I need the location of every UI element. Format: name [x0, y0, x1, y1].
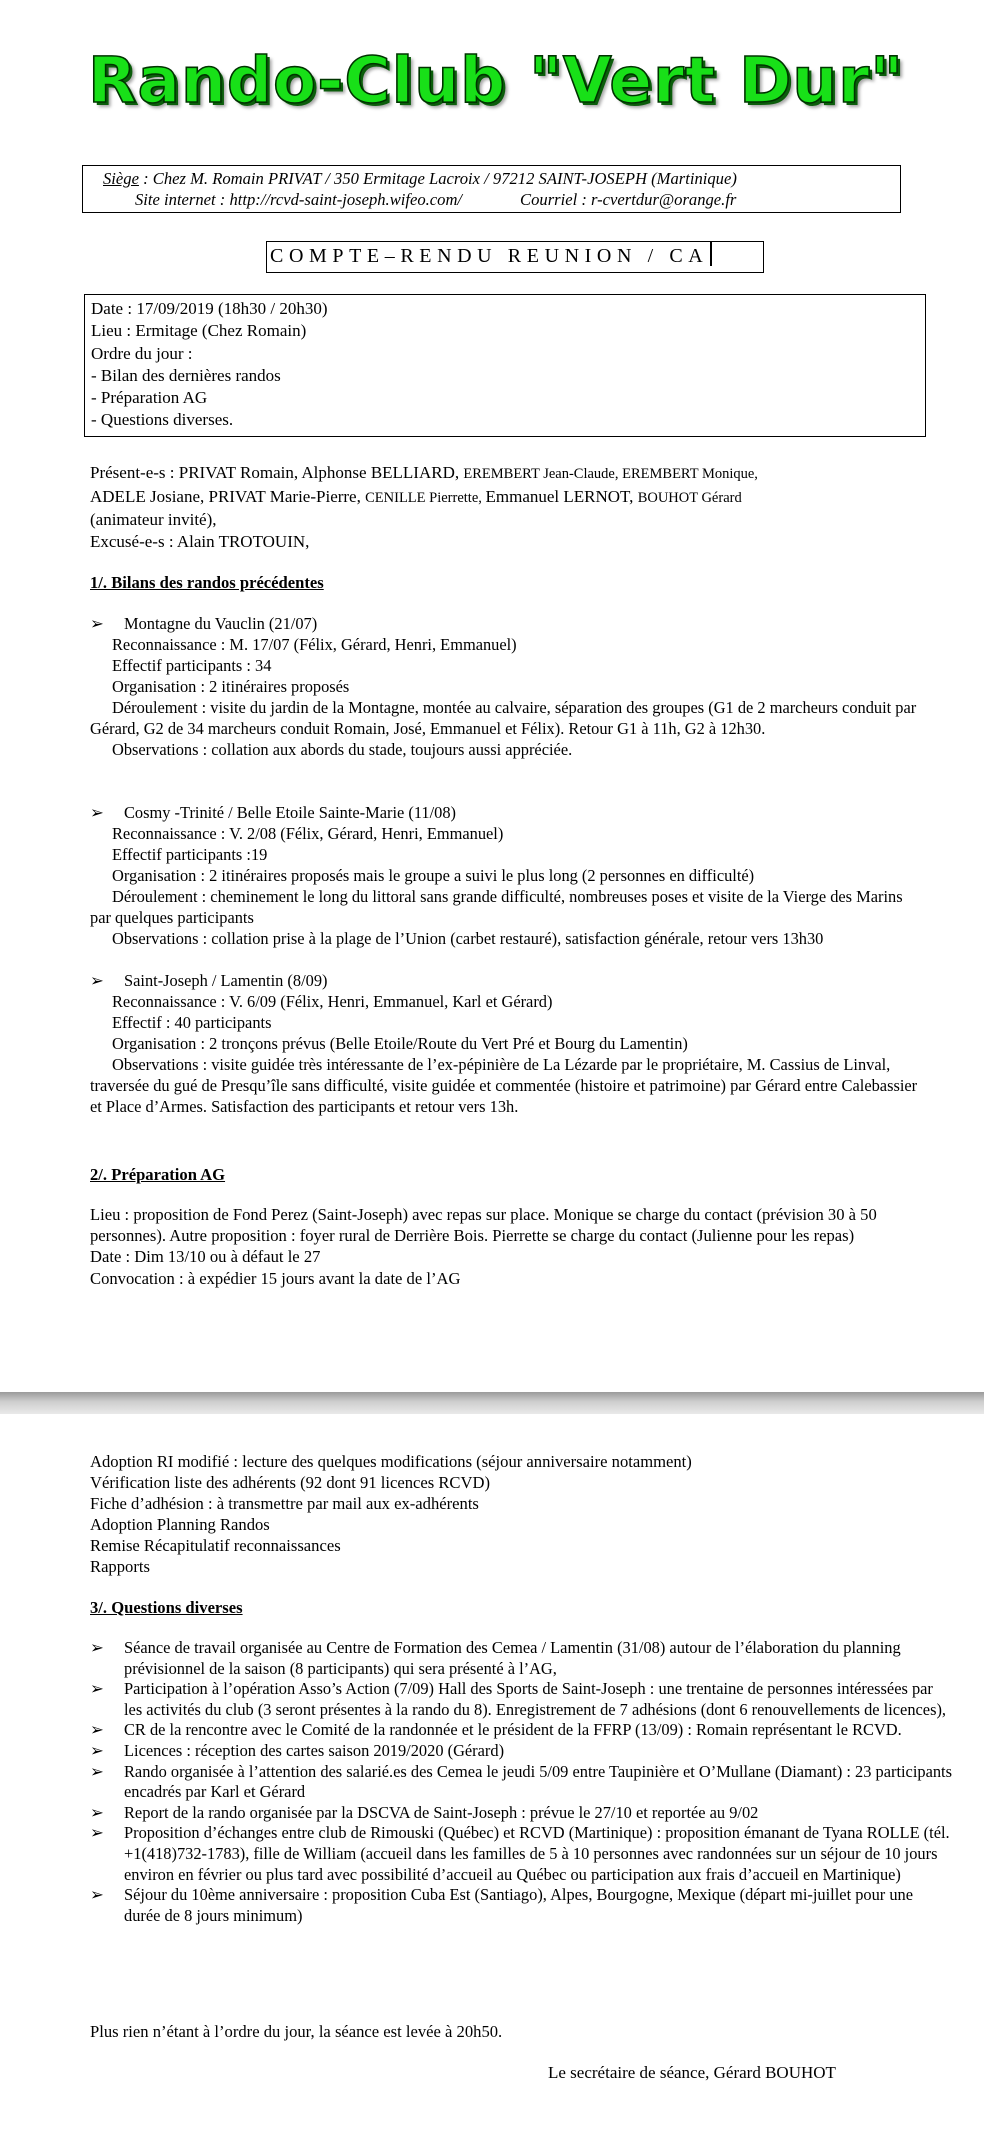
list-item: ➢ Séance de travail organisée au Centre de Formation des Cemea / Lamentin (31/08) autour de l’élaboration du planning prévisionnel de la saison (8 participants) qui sera présenté à l’AG, — [90, 1638, 901, 1678]
list-item: ➢ Participation à l’opération Asso’s Action (7/09) Hall des Sports de Saint-Joseph : une trentaine de personnes intéressées par les activités du club (3 seront présentes à la rando du 8). Enregistrement de 7 adhésions (dont 6 renouvellements de licences), — [90, 1679, 947, 1719]
contact-line — [83, 189, 900, 210]
arrow-bullet-icon: ➢ — [90, 1885, 104, 1905]
siege-line — [83, 168, 900, 189]
checklist-item: Adoption RI modifié : lecture des quelques modifications (séjour anniversaire notamment) — [90, 1452, 692, 1471]
rando-organisation: Organisation : 2 tronçons prévus (Belle Etoile/Route du Vert Pré et Bourg du Lamentin) — [112, 1034, 688, 1053]
signature-line: Le secrétaire de séance, Gérard BOUHOT — [548, 2063, 836, 2082]
rando-effectif: Effectif participants : 34 — [112, 656, 272, 675]
arrow-bullet-icon: ➢ — [90, 1802, 104, 1822]
checklist-item: Rapports — [90, 1557, 150, 1576]
meeting-date: Date : 17/09/2019 (18h30 / 20h30) — [91, 299, 328, 318]
rando-deroulement: Déroulement : visite du jardin de la Montagne, montée au calvaire, séparation des groupes (G1 de 2 marcheurs conduit par Gérard, G2 de 34 marcheurs conduit Romain, José, Emmanuel et Félix). Retour G1 à 11h, G2 à 12h30. — [90, 698, 917, 738]
ag-convocation: Convocation : à expédier 15 jours avant la date de l’AG — [90, 1268, 461, 1288]
excused-line: Excusé-e-s : Alain TROTOUIN, — [90, 531, 310, 551]
checklist-item: Vérification liste des adhérents (92 dont 91 licences RCVD) — [90, 1473, 490, 1492]
rando-reconnaissance: Reconnaissance : V. 6/09 (Félix, Henri, Emmanuel, Karl et Gérard) — [112, 992, 553, 1011]
ag-checklist — [90, 1451, 920, 1577]
attendees-block — [90, 462, 920, 552]
meeting-place: Lieu : Ermitage (Chez Romain) — [91, 321, 307, 341]
checklist-item: Fiche d’adhésion : à transmettre par mail aux ex-adhérents — [90, 1494, 479, 1513]
attendees-line: ADELE Josiane, PRIVAT Marie-Pierre, CENILLE Pierrette, Emmanuel LERNOT, BOUHOT Gérard — [90, 486, 742, 506]
rando-entry — [90, 802, 918, 949]
arrow-bullet-icon: ➢ — [90, 1720, 104, 1740]
list-item: ➢ Report de la rando organisée par la DSCVA de Saint-Joseph : prévue le 27/10 et reportée au 9/02 — [90, 1802, 759, 1822]
ag-date: Date : Dim 13/10 ou à défaut le 27 — [90, 1247, 321, 1267]
email-text: Courriel : r-cvertdur@orange.fr — [520, 190, 737, 209]
rando-title: ➢ Cosmy -Trinité / Belle Etoile Sainte-Marie (11/08) — [90, 803, 457, 822]
text-cursor — [710, 242, 712, 266]
checklist-item: Remise Récapitulatif reconnaissances — [90, 1536, 341, 1555]
rando-observations: Observations : collation prise à la plage de l’Union (carbet restauré), satisfaction générale, retour vers 13h30 — [112, 929, 824, 948]
arrow-bullet-icon: ➢ — [90, 1638, 104, 1657]
club-title: Rando-Club "Vert Dur" — [88, 44, 905, 117]
attendees-line: Présent-e-s : PRIVAT Romain, Alphonse BELLIARD, EREMBERT Jean-Claude, EREMBERT Monique, — [90, 463, 758, 482]
rando-deroulement: Déroulement : cheminement le long du littoral sans grande difficulté, nombreuses poses et visite de la Vierge des Marins par quelques participants — [90, 887, 903, 927]
list-item: ➢ CR de la rencontre avec le Comité de la randonnée et le président de la FFRP (13/09) : Romain représentant le RCVD. — [90, 1720, 902, 1740]
list-item: ➢ Licences : réception des cartes saison 2019/2020 (Gérard) — [90, 1740, 505, 1760]
arrow-bullet-icon: ➢ — [90, 1823, 104, 1843]
agenda-item: - Préparation AG — [91, 388, 208, 408]
meeting-info-box — [84, 294, 926, 437]
website-text: Site internet : http://rcvd-saint-joseph.wifeo.com/ — [135, 190, 463, 209]
arrow-bullet-icon: ➢ — [90, 971, 104, 990]
arrow-bullet-icon: ➢ — [90, 803, 104, 822]
rando-title: ➢ Saint-Joseph / Lamentin (8/09) — [90, 971, 328, 990]
siege-box — [82, 165, 901, 213]
closing-line: Plus rien n’étant à l’ordre du jour, la séance est levée à 20h50. — [90, 2022, 503, 2041]
section-2-heading: 2/. Préparation AG — [90, 1165, 226, 1184]
agenda-label: Ordre du jour : — [91, 343, 193, 363]
section-3-heading: 3/. Questions diverses — [90, 1598, 243, 1617]
page-separator — [0, 1392, 984, 1414]
rando-organisation: Organisation : 2 itinéraires proposés — [112, 677, 350, 696]
arrow-bullet-icon: ➢ — [90, 614, 104, 633]
rando-entry — [90, 613, 918, 760]
rando-observations: Observations : collation aux abords du stade, toujours aussi appréciée. — [112, 740, 573, 759]
rando-organisation: Organisation : 2 itinéraires proposés mais le groupe a suivi le plus long (2 personnes en difficulté) — [112, 866, 755, 885]
siege-label: Siège — [103, 169, 139, 188]
rando-effectif: Effectif : 40 participants — [112, 1013, 272, 1032]
arrow-bullet-icon: ➢ — [90, 1740, 104, 1760]
rando-reconnaissance: Reconnaissance : V. 2/08 (Félix, Gérard, Henri, Emmanuel) — [112, 824, 504, 843]
rando-entry — [90, 970, 918, 1117]
list-item: ➢ Rando organisée à l’attention des salarié.es des Cemea le jeudi 5/09 entre Taupinière et O’Mullane (Diamant) : 23 participants encadrés par Karl et Gérard — [90, 1761, 952, 1802]
section-1-heading: 1/. Bilans des randos précédentes — [90, 573, 324, 592]
arrow-bullet-icon: ➢ — [90, 1761, 104, 1781]
agenda-item: - Bilan des dernières randos — [91, 365, 281, 385]
checklist-item: Adoption Planning Randos — [90, 1515, 270, 1534]
questions-list — [90, 1638, 952, 1926]
rando-effectif: Effectif participants :19 — [112, 845, 268, 864]
agenda-item: - Questions diverses. — [91, 410, 234, 430]
arrow-bullet-icon: ➢ — [90, 1679, 104, 1699]
list-item: ➢ Séjour du 10ème anniversaire : proposition Cuba Est (Santiago), Alpes, Bourgogne, Mexique (départ mi-juillet pour une durée de 8 jours minimum) — [90, 1885, 914, 1925]
ag-place: Lieu : proposition de Fond Perez (Saint-Joseph) avec repas sur place. Monique se charge du contact (prévision 30 à 50 personnes). Autre proposition : foyer rural de Derrière Bois. Pierrette se charge du contact (Julienne pour les repas) — [90, 1205, 877, 1246]
attendees-line: (animateur invité), — [90, 510, 217, 529]
siege-address: : Chez M. Romain PRIVAT / 350 Ermitage Lacroix / 97212 SAINT-JOSEPH (Martinique) — [138, 169, 737, 188]
rando-observations: Observations : visite guidée très intéressante de l’ex-pépinière de La Lézarde par le propriétaire, M. Cassius de Linval, traversée du gué de Presqu’île sans difficulté, visite guidée et commentée (histoire et patrimoine) par Gérard entre Calebassier et Place d’Armes. Satisfaction des participants et retour vers 13h. — [90, 1055, 918, 1116]
report-title: COMPTE–RENDU REUNION / CA — [270, 245, 709, 267]
rando-title: ➢ Montagne du Vauclin (21/07) — [90, 614, 318, 633]
rando-reconnaissance: Reconnaissance : M. 17/07 (Félix, Gérard, Henri, Emmanuel) — [112, 635, 517, 654]
section-2-body — [90, 1204, 920, 1289]
report-title-box — [266, 241, 764, 273]
list-item: ➢ Proposition d’échanges entre club de Rimouski (Québec) et RCVD (Martinique) : proposition émanant de Tyana ROLLE (tél. +1(418)732-1783), fille de William (accueil dans les familles de 5 à 10 personnes avec randonnées sur un séjour de 10 jours environ en février ou plus tard avec possibilité d’accueil au Québec ou participation aux frais d’accueil en Martinique) — [90, 1823, 950, 1884]
